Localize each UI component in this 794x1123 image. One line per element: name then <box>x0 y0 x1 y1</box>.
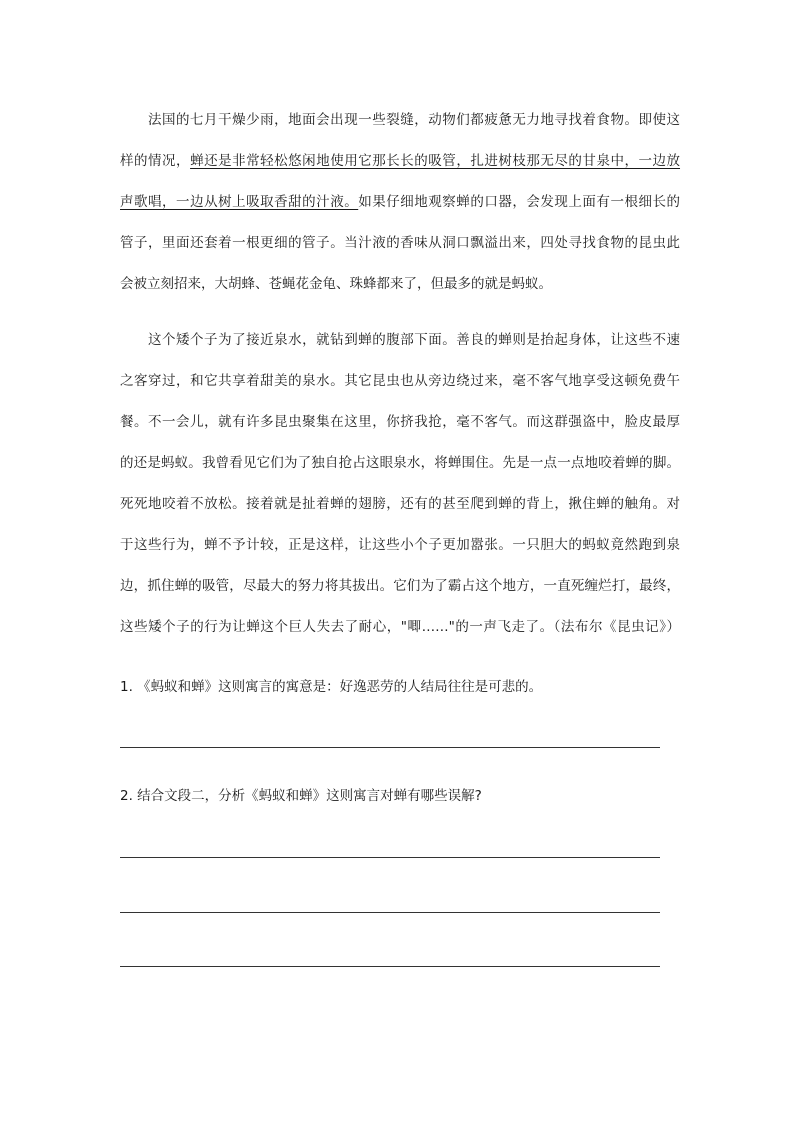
para1-line2-text: 样的情况， <box>120 153 191 169</box>
answer-line-1[interactable] <box>120 747 660 748</box>
para1-line1: 法国的七月干燥少雨，地面会出现一些裂缝，动物们都疲惫无力地寻找着食物。即使这 <box>148 112 680 128</box>
para1-underlined-sentence-part1: 蝉还是非常轻松悠闲地使用它那长长的吸管，扎进树枝那无尽的甘泉中，一边放 <box>190 153 681 169</box>
para2-line3: 餐。不一会儿，就有许多昆虫聚集在这里，你挤我抢，毫不客气。而这群强盗中，脸皮最厚 <box>120 414 680 430</box>
para1-underlined-sentence-part2: 声歌唱，一边从树上吸取香甜的汁液。 <box>120 194 359 210</box>
para2-line6: 于这些行为，蝉不予计较，正是这样，让这些小个子更加嚣张。一只胆大的蚂蚁竟然跑到泉 <box>120 537 680 553</box>
answer-line-4[interactable] <box>120 966 660 967</box>
para1-line2 <box>120 151 680 171</box>
para2-line7: 边，抓住蝉的吸管，尽最大的努力将其拔出。它们为了霸占这个地方，一直死缠烂打，最终， <box>120 578 680 594</box>
para1-line4: 管子，里面还套着一根更细的管子。当汁液的香味从洞口飘溢出来，四处寻找食物的昆虫此 <box>120 235 680 251</box>
answer-line-3[interactable] <box>120 912 660 913</box>
para2-line5: 死死地咬着不放松。接着就是扯着蝉的翅膀，还有的甚至爬到蝉的背上，揪住蝉的触角。对 <box>120 496 680 512</box>
answer-line-2[interactable] <box>120 857 660 858</box>
question-1: 1. 《蚂蚁和蝉》这则寓言的寓意是：好逸恶劳的人结局往往是可悲的。 <box>120 679 543 695</box>
para2-line1: 这个矮个子为了接近泉水，就钻到蝉的腹部下面。善良的蝉则是抬起身体，让这些不速 <box>148 332 680 348</box>
para1-line3 <box>120 192 680 212</box>
para2-line8: 这些矮个子的行为让蝉这个巨人失去了耐心，"唧……"的一声飞走了。（法布尔《昆虫记》） <box>120 619 680 635</box>
question-2: 2. 结合文段二，分析《蚂蚁和蝉》这则寓言对蝉有哪些误解? <box>120 788 482 804</box>
para1-line3-text: 如果仔细地观察蝉的口器，会发现上面有一根细长的 <box>358 194 681 210</box>
para1-line5: 会被立刻招来，大胡蜂、苍蝇花金龟、珠蜂都来了，但最多的就是蚂蚁。 <box>120 276 552 292</box>
para2-line2: 之客穿过，和它共享着甜美的泉水。其它昆虫也从旁边绕过来，毫不客气地享受这顿免费午 <box>120 373 680 389</box>
para2-line4: 的还是蚂蚁。我曾看见它们为了独自抢占这眼泉水，将蝉围住。先是一点一点地咬着蝉的脚。 <box>120 455 680 471</box>
